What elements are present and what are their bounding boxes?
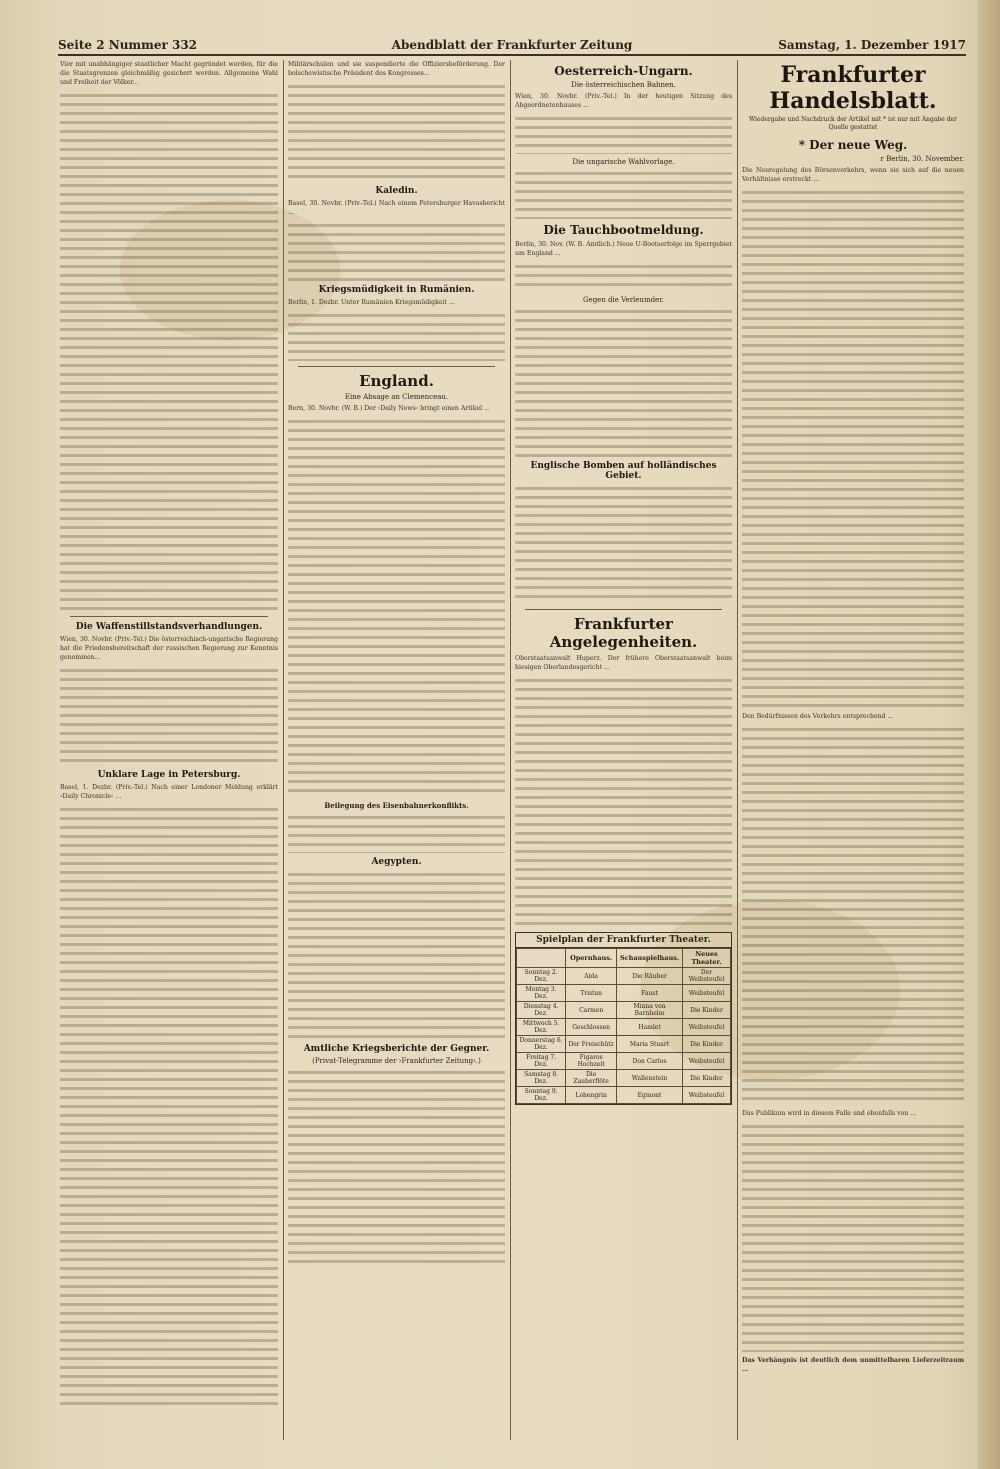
page-number: Seite 2 Nummer 332 <box>58 38 198 52</box>
table-cell: Mittwoch 5. Dez. <box>517 1019 566 1036</box>
table-cell: Die Kinder <box>683 1070 731 1087</box>
article-heading: Amtliche Kriegsberichte der Gegner. <box>303 1044 490 1054</box>
theater-schedule <box>515 932 732 1105</box>
article-paragraph: Militärschulen und sie suspendierte die Offiziersbeförderung. Der bolschewistische Präsident des Kongresses... <box>288 61 505 77</box>
article-heading: Frankfurter Angelegenheiten. <box>549 615 698 651</box>
article-heading: * Der neue Weg. <box>798 138 908 152</box>
table-cell: Dienstag 4. Dez. <box>517 1002 566 1019</box>
table-cell: Der Weibsteufel <box>683 968 731 985</box>
table-cell: Die Räuber <box>617 968 683 985</box>
table-row <box>517 1053 731 1070</box>
separator <box>525 609 722 610</box>
article-subheading: Die ungarische Wahlvorlage. <box>572 158 675 166</box>
text-block <box>288 870 505 1040</box>
table-header <box>517 949 566 968</box>
issue-date: Samstag, 1. Dezember 1917 <box>778 38 966 52</box>
table-cell: Minna von Barnhelm <box>617 1002 683 1019</box>
table-cell: Montag 3. Dez. <box>517 985 566 1002</box>
table-cell: Donnerstag 6. Dez. <box>517 1036 566 1053</box>
table-cell: Die Kinder <box>683 1002 731 1019</box>
section-subtitle: Wiedergabe und Nachdruck der Artikel mit * ist nur mit Angabe der Quelle gestattet <box>749 116 957 131</box>
dateline: r Berlin, 30. November. <box>880 155 964 163</box>
page-edge <box>978 0 1000 1469</box>
article-subheading: Beilegung des Eisenbahnerkonflikts. <box>324 801 469 810</box>
article-heading: Oesterreich-Ungarn. <box>554 64 693 78</box>
table-header: Opernhaus. <box>566 949 617 968</box>
text-block <box>515 169 732 219</box>
table-header-row <box>517 949 731 968</box>
table-cell: Don Carlos <box>617 1053 683 1070</box>
article-paragraph: Die Neuregelung des Börsenverkehrs, wenn sie sich auf die neuen Verhältnisse erstreckt ... <box>742 167 964 183</box>
text-block <box>288 417 505 797</box>
newspaper-title: Abendblatt der Frankfurter Zeitung <box>391 38 633 52</box>
text-block <box>515 484 732 604</box>
article-subheading: Eine Absage an Clemenceau. <box>344 393 449 401</box>
separator <box>70 616 268 617</box>
text-block <box>288 311 505 361</box>
article-subheading: Die österreichischen Bahnen. <box>571 81 676 89</box>
table-cell: Egmont <box>617 1087 683 1104</box>
table-cell: Maria Stuart <box>617 1036 683 1053</box>
article-heading: England. <box>359 372 434 390</box>
text-block <box>60 666 278 766</box>
article-paragraph: Basel, 1. Dezbr. (Priv.-Tel.) Nach einer Londoner Meldung erklärt ›Daily Chronicle‹ ... <box>60 784 278 800</box>
text-block <box>742 188 964 708</box>
column-rule <box>283 60 284 1440</box>
text-block <box>288 82 505 182</box>
text-block <box>288 1068 505 1268</box>
column-1 <box>60 60 278 1440</box>
table-cell: Carmen <box>566 1002 617 1019</box>
table-row <box>517 1002 731 1019</box>
table-cell: Tristan <box>566 985 617 1002</box>
table-cell: Sonntag 9. Dez. <box>517 1087 566 1104</box>
table-cell: Freitag 7. Dez. <box>517 1053 566 1070</box>
table-cell: Lohengrin <box>566 1087 617 1104</box>
table-cell: Sonntag 2. Dez. <box>517 968 566 985</box>
table-row <box>517 1087 731 1104</box>
article-heading: Kriegsmüdigkeit in Rumänien. <box>318 285 475 295</box>
table-cell: Hamlet <box>617 1019 683 1036</box>
table-cell: Weibsteufel <box>683 1087 731 1104</box>
article-heading: Englische Bomben auf holländisches Gebiet. <box>530 461 717 481</box>
text-block <box>288 221 505 281</box>
article-paragraph: Das Verhängnis ist deutlich dem unmittelbaren Lieferzeitraum ... <box>742 1357 964 1373</box>
table-cell: Wallenstein <box>617 1070 683 1087</box>
text-block <box>742 1122 964 1352</box>
article-heading: Die Tauchbootmeldung. <box>543 223 704 237</box>
article-heading: Kaledin. <box>375 186 418 196</box>
table-row <box>517 985 731 1002</box>
article-paragraph: Oberstaatsanwalt Huperz. Der frühere Oberstaatsanwalt beim hiesigen Oberlandesgericht ... <box>515 655 732 671</box>
article-paragraph: Vier mit unabhängiger staatlicher Macht gegründet werden, für die die Staatsgrenzen gleichmäßig gesichert werden. Allgemeine Wahl und Freiheit der Völker... <box>60 61 278 86</box>
article-paragraph: Berlin, 1. Dezbr. Unter Rumänien Kriegsmüdigkeit ... <box>288 299 455 306</box>
article-subheading: (Privat-Telegramme der ›Frankfurter Zeitung‹.) <box>312 1057 481 1065</box>
text-block <box>288 813 505 853</box>
article-paragraph: Den Bedürfnissen des Verkehrs entsprechend ... <box>742 713 894 720</box>
table-cell: Die Zauberflöte <box>566 1070 617 1087</box>
table-cell: Weibsteufel <box>683 1019 731 1036</box>
text-block <box>515 114 732 154</box>
table-cell: Figaros Hochzeit <box>566 1053 617 1070</box>
theater-table <box>516 948 731 1104</box>
article-paragraph: Basel, 30. Novbr. (Priv.-Tel.) Nach einem Petersburger Havasbericht ... <box>288 200 505 216</box>
table-cell: Weibsteufel <box>683 1053 731 1070</box>
table-cell: Faust <box>617 985 683 1002</box>
table-cell: Weibsteufel <box>683 985 731 1002</box>
table-header: Neues Theater. <box>683 949 731 968</box>
article-paragraph: Wien, 30. Novbr. (Priv.-Tel.) In der heutigen Sitzung des Abgeordnetenhauses ... <box>515 93 732 109</box>
table-cell: Der Freischütz <box>566 1036 617 1053</box>
article-paragraph: Das Publikum wird in diesem Falle und ebenfalls von ... <box>742 1110 917 1117</box>
section-title: Frankfurter Handelsblatt. <box>769 62 937 114</box>
table-row <box>517 1036 731 1053</box>
table-cell: Samstag 8. Dez. <box>517 1070 566 1087</box>
text-block <box>515 262 732 292</box>
column-3 <box>515 60 732 1440</box>
column-rule <box>737 60 738 1440</box>
text-block <box>742 725 964 1105</box>
table-cell: Die Kinder <box>683 1036 731 1053</box>
table-row <box>517 968 731 985</box>
article-paragraph: Bern, 30. Novbr. (W. B.) Der ›Daily News‹ bringt einen Artikel ... <box>288 405 490 412</box>
article-paragraph: Berlin, 30. Nov. (W. B. Amtlich.) Neue U-Bootserfolge im Sperrgebiet um England ... <box>515 241 732 257</box>
text-block <box>515 307 732 457</box>
table-row <box>517 1019 731 1036</box>
article-subheading: Gegen die Verleumder. <box>582 296 665 304</box>
column-rule <box>510 60 511 1440</box>
table-header: Schauspielhaus. <box>617 949 683 968</box>
article-heading: Aegypten. <box>371 857 422 867</box>
table-row <box>517 1070 731 1087</box>
article-heading: Unklare Lage in Petersburg. <box>97 770 241 780</box>
article-paragraph: Wien, 30. Novbr. (Priv.-Tel.) Die österreichisch-ungarische Regierung hat die Friedensbereitschaft der russischen Regierung zur Kenntnis genommen... <box>60 636 278 661</box>
theater-schedule-title: Spielplan der Frankfurter Theater. <box>516 933 731 948</box>
text-block <box>60 805 278 1405</box>
column-2 <box>288 60 505 1440</box>
text-block <box>60 91 278 611</box>
table-cell: Geschlossen <box>566 1019 617 1036</box>
column-4 <box>742 60 964 1440</box>
text-block <box>515 676 732 926</box>
article-heading: Die Waffenstillstandsverhandlungen. <box>75 622 263 632</box>
separator <box>298 366 495 367</box>
masthead <box>58 38 966 56</box>
table-cell: Aida <box>566 968 617 985</box>
